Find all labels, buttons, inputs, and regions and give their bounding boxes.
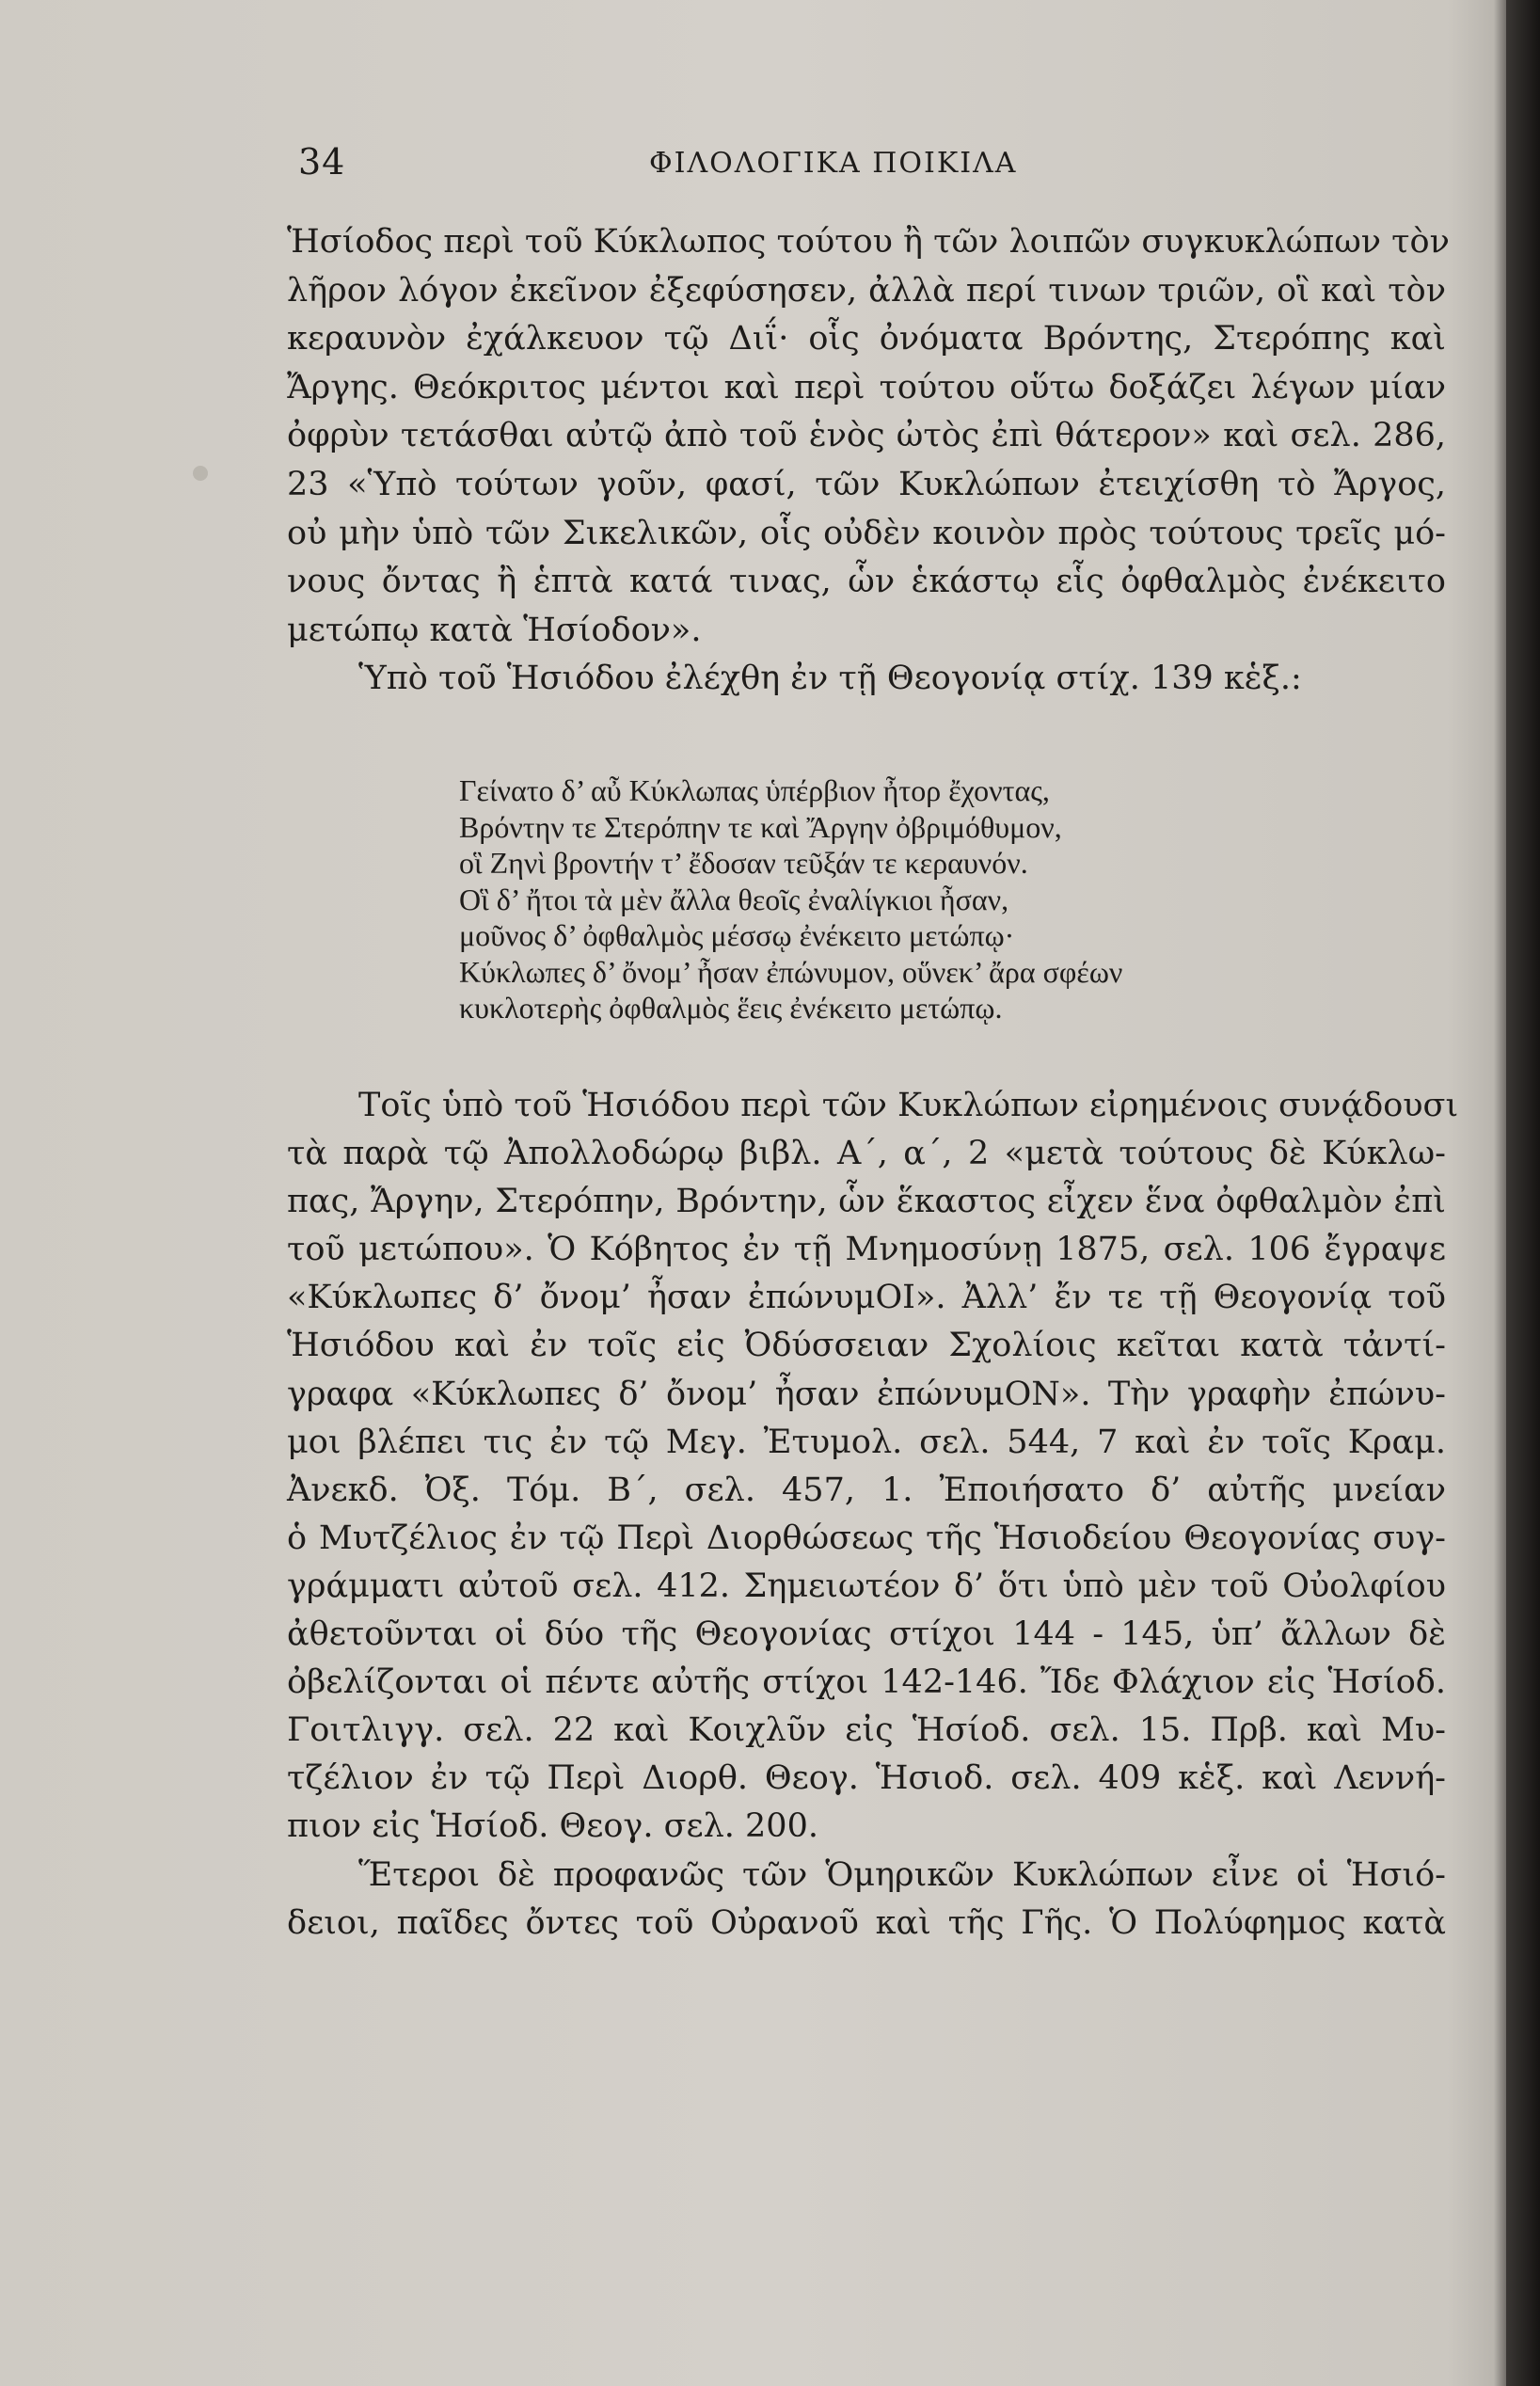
text-line: Ἡσιόδου καὶ ἐν τοῖς εἰς Ὀδύσσειαν Σχολίοις κεῖται κατὰ τἀντί- [287,1327,1446,1365]
verse-line: Κύκλωπες δ’ ὄνομ’ ἦσαν ἐπώνυμον, οὕνεκ’ ἄρα σφέων [459,954,1123,989]
text-line: πας, Ἄργην, Στερόπην, Βρόντην, ὧν ἕκαστος εἶχεν ἕνα ὀφθαλμὸν ἐπὶ [287,1183,1446,1221]
ink-spot [193,466,208,481]
text-line: νους ὄντας ἢ ἑπτὰ κατά τινας, ὧν ἑκάστῳ εἷς ὀφθαλμὸς ἐνέκειτο [287,563,1446,601]
page-header [287,141,1444,188]
page-number: 34 [298,141,346,183]
text-line: ὀβελίζονται οἱ πέντε αὐτῆς στίχοι 142-146. Ἴδε Φλάχιον εἰς Ἡσίοδ. [287,1663,1446,1702]
body-text-top [287,218,1450,704]
text-line: μετώπῳ κατὰ Ἡσίοδον». [287,611,702,649]
text-line: ὁ Μυτζέλιος ἐν τῷ Περὶ Διορθώσεως τῆς Ἡσιοδείου Θεογονίας συγ- [287,1519,1446,1557]
text-line: Ἀνεκδ. Ὀξ. Τόμ. Β΄, σελ. 457, 1. Ἐποιήσατο δ’ αὐτῆς μνείαν [287,1471,1446,1509]
text-line: ὀφρὺν τετάσθαι αὐτῷ ἀπὸ τοῦ ἑνὸς ὠτὸς ἐπὶ θάτερον» καὶ σελ. 286, [287,417,1446,455]
text-line: κεραυνὸν ἐχάλκευον τῷ Διΐ· οἷς ὀνόματα Βρόντης, Στερόπης καὶ [287,320,1446,358]
text-line: τοῦ μετώπου». Ὁ Κόβητος ἐν τῇ Μνημοσύνῃ 1875, σελ. 106 ἔγραψε [287,1231,1446,1269]
verse-line: οἳ Ζηνὶ βροντήν τ’ ἔδοσαν τεῦξάν τε κεραυνόν. [459,846,1028,880]
text-line: Ἕτεροι δὲ προφανῶς τῶν Ὁμηρικῶν Κυκλώπων εἶνε οἱ Ἡσιό- [358,1855,1446,1894]
text-line: μοι βλέπει τις ἐν τῷ Μεγ. Ἐτυμολ. σελ. 544, 7 καὶ ἐν τοῖς Κραμ. [287,1423,1446,1461]
verse-line: κυκλοτερὴς ὀφθαλμὸς ἕεις ἐνέκειτο μετώπῳ. [459,991,1003,1025]
text-line: Ὑπὸ τοῦ Ἡσιόδου ἐλέχθη ἐν τῇ Θεογονίᾳ στίχ. 139 κἑξ.: [358,660,1302,698]
text-line: τὰ παρὰ τῷ Ἀπολλοδώρῳ βιβλ. Α΄, α΄, 2 «μετὰ τούτους δὲ Κύκλω- [287,1135,1446,1173]
text-line: πιον εἰς Ἡσίοδ. Θεογ. σελ. 200. [287,1807,818,1846]
text-line: γραφα «Κύκλωπες δ’ ὄνομ’ ἦσαν ἐπώνυμΟΝ». Τὴν γραφὴν ἐπώνυ- [287,1375,1446,1413]
text-line: «Κύκλωπες δ’ ὄνομ’ ἦσαν ἐπώνυμΟΙ». Ἀλλ’ ἔν τε τῇ Θεογονίᾳ τοῦ [287,1279,1446,1317]
body-text-bottom [287,1082,1459,1948]
text-line: Ἡσίοδος περὶ τοῦ Κύκλωπος τούτου ἢ τῶν λοιπῶν συγκυκλώπων τὸν [287,223,1450,261]
running-head: ΦΙΛΟΛΟΓΙΚΑ ΠΟΙΚΙΛΑ [649,147,1018,180]
text-line: Τοῖς ὑπὸ τοῦ Ἡσιόδου περὶ τῶν Κυκλώπων εἰρημένοις συνᾴδουσι [358,1087,1459,1124]
text-line: δειοι, παῖδες ὄντες τοῦ Οὐρανοῦ καὶ τῆς Γῆς. Ὁ Πολύφημος κατὰ [287,1903,1446,1942]
text-line: τζέλιον ἐν τῷ Περὶ Διορθ. Θεογ. Ἡσιοδ. σελ. 409 κἑξ. καὶ Λεννή- [287,1759,1446,1798]
text-line: ἀθετοῦνται οἱ δύο τῆς Θεογονίας στίχοι 144 - 145, ὑπ’ ἄλλων δὲ [287,1615,1446,1654]
verse-line: μοῦνος δ’ ὀφθαλμὸς μέσσῳ ἐνέκειτο μετώπῳ· [459,918,1015,952]
verse-line: Γείνατο δ’ αὖ Κύκλωπας ὑπέρβιον ἦτορ ἔχοντας, [459,773,1050,807]
text-line: Γοιτλιγγ. σελ. 22 καὶ Κοιχλῦν εἰς Ἡσίοδ. σελ. 15. Πρβ. καὶ Μυ- [287,1711,1446,1750]
verse-quotation [459,772,1381,1026]
verse-line: Βρόντην τε Στερόπην τε καὶ Ἄργην ὀβριμόθυμον, [459,809,1062,844]
text-line: 23 «Ὑπὸ τούτων γοῦν, φασί, τῶν Κυκλώπων ἐτειχίσθη τὸ Ἄργος, [287,465,1446,503]
text-line: Ἄργης. Θεόκριτος μέντοι καὶ περὶ τούτου οὕτω δοξάζει λέγων μίαν [287,368,1446,406]
scan-edge-shadow [1506,0,1540,2386]
text-line: οὐ μὴν ὑπὸ τῶν Σικελικῶν, οἷς οὐδὲν κοινὸν πρὸς τούτους τρεῖς μό- [287,514,1446,552]
verse-line: Οἳ δ’ ἤτοι τὰ μὲν ἄλλα θεοῖς ἐναλίγκιοι ἦσαν, [459,882,1009,916]
text-line: γράμματι αὐτοῦ σελ. 412. Σημειωτέον δ’ ὅτι ὑπὸ μὲν τοῦ Οὐολφίου [287,1567,1446,1605]
text-line: λῆρον λόγον ἐκεῖνον ἐξεφύσησεν, ἀλλὰ περί τινων τριῶν, οἳ καὶ τὸν [287,271,1446,310]
